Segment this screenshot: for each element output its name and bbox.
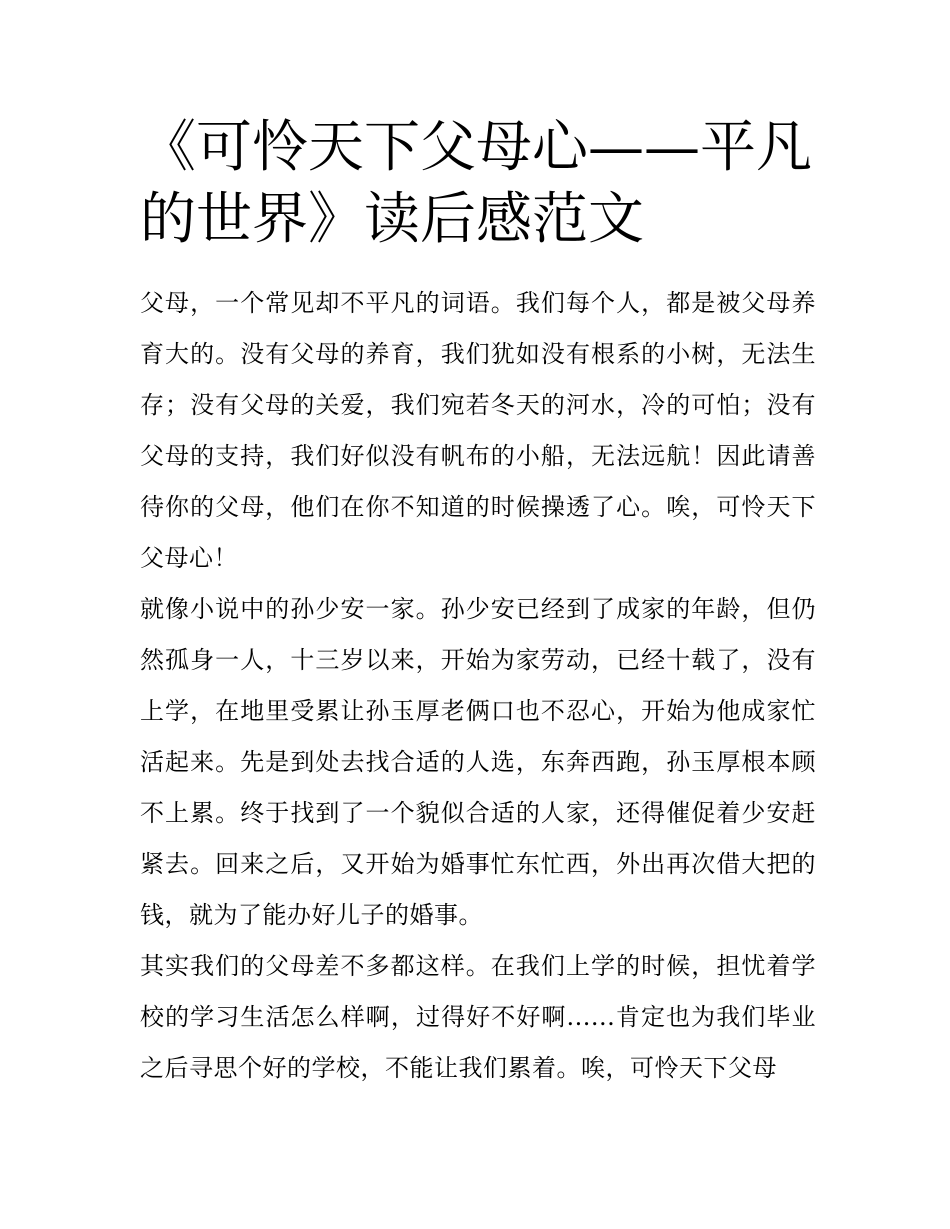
document-title: 《可怜天下父母心——平凡的世界》读后感范文 xyxy=(140,115,812,252)
document-body xyxy=(140,278,816,1094)
paragraph-3: 其实我们的父母差不多都这样。在我们上学的时候，担忧着学校的学习生活怎么样啊，过得好不好啊......肯定也为我们毕业之后寻思个好的学校，不能让我们累着。唉，可怜天下父母 xyxy=(140,952,816,1082)
paragraph-1: 父母，一个常见却不平凡的词语。我们每个人，都是被父母养育大的。没有父母的养育，我们犹如没有根系的小树，无法生存；没有父母的关爱，我们宛若冬天的河水，冷的可怕；没有父母的支持，我们好似没有帆布的小船，无法远航！因此请善待你的父母，他们在你不知道的时候操透了心。唉，可怜天下父母心！ xyxy=(140,289,816,572)
paragraph-2: 就像小说中的孙少安一家。孙少安已经到了成家的年龄，但仍然孤身一人，十三岁以来，开始为家劳动，已经十载了，没有上学，在地里受累让孙玉厚老俩口也不忍心，开始为他成家忙活起来。先是到处去找合适的人选，东奔西跑，孙玉厚根本顾不上累。终于找到了一个貌似合适的人家，还得催促着少安赶紧去。回来之后，又开始为婚事忙东忙西，外出再次借大把的钱，就为了能办好儿子的婚事。 xyxy=(140,595,816,929)
